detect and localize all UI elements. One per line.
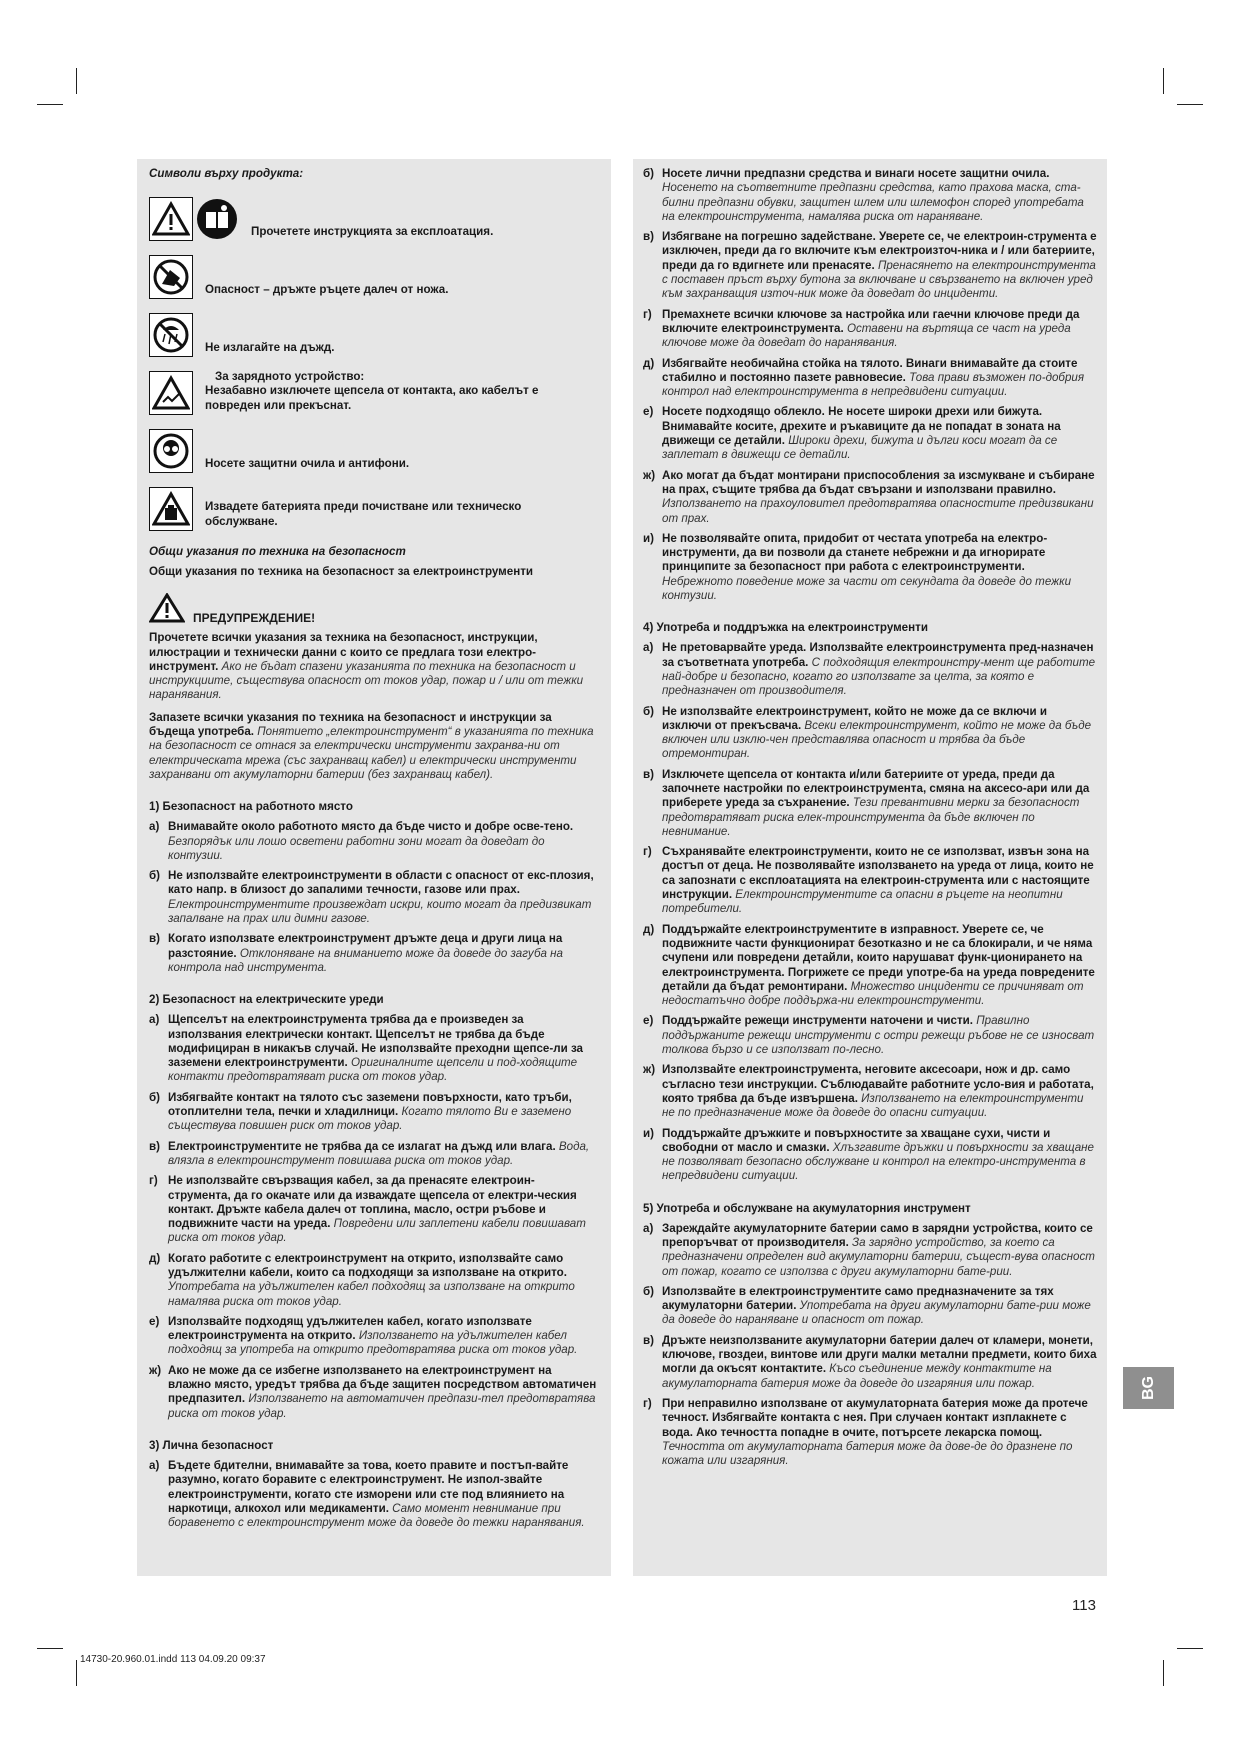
- item-italic: Хлъзгавите дръжки и повърхности за хващане не позволяват безопасно обслужване и контрол на електро-инструмента в непредвидени ситуации.: [662, 1140, 1094, 1183]
- para-italic: Ако не бъдат спазени указанията по техника на безопасност и инструкциите, съществува опасност от токов удар, пожар и / или от тежки наранявания.: [149, 659, 584, 702]
- item-label: г): [643, 1396, 652, 1410]
- charger-warning-icon: [149, 371, 193, 415]
- symbol-row-remove-battery: [149, 477, 597, 531]
- item-label: а): [149, 1458, 160, 1472]
- list-item: [643, 923, 1097, 1009]
- item-italic: Пренасянето на електроинструмента с поставен пръст върху бутона за включване и свързването на включен уред към захранващия източ-ник може да доведат до инциденти.: [662, 258, 1096, 301]
- crop-mark: [1163, 68, 1164, 94]
- item-bold: Изключете щепсела от контакта и/или батериите от уреда, преди да започнете настройки по електроинструмента, смяна на аксесо-ари или да приберете уреда за съхранение.: [662, 767, 1090, 810]
- item-italic: Течността от акумулаторната батерия може да дове-де до дразнене по кожата или изгаряния.: [662, 1439, 1073, 1468]
- item-label: е): [149, 1314, 160, 1328]
- item-bold: Когато работите с електроинструмент на открито, използвайте само удължителни кабели, които са подходящи за използване на открито.: [168, 1251, 567, 1279]
- item-label: а): [149, 820, 160, 834]
- item-italic: Използването на електроинструменти не по предназначение може да доведе до опасни ситуации.: [662, 1091, 1084, 1120]
- item-label: в): [643, 767, 654, 781]
- item-bold: Не използвайте електроинструменти в области с опасност от екс-плозия, като напр. в близост до запалими течности, газове или прах.: [168, 869, 594, 897]
- general-title: Общи указания по техника на безопасност за електроинструменти: [149, 565, 534, 578]
- item-label: в): [643, 1333, 654, 1347]
- item-label: ж): [149, 1363, 162, 1377]
- page-number: 113: [1072, 1597, 1096, 1614]
- item-bold: Електроинструментите не трябва да се излагат на дъжд или влага.: [168, 1139, 556, 1153]
- item-italic: Носенето на съответните предпазни средства, като прахова маска, ста-билни предпазни обувки, защитен шлем или шлемофон според употребата на електроинструмента, намалява риска от нараняване.: [662, 181, 1084, 223]
- item-italic: Употребата на удължителен кабел подходящ за използване на открито намалява риска от токов удар.: [168, 1280, 575, 1308]
- item-bold: Не претоварвайте уреда. Използвайте електроинструмента пред-назначен за съответната употреба.: [662, 641, 1094, 669]
- item-bold: Щепселът на електроинструмента трябва да е произведен за използвания електрически контакт. Щепселът не трябва да бъде модифициран в никакъв случай. Не използвайте преходни щепсе-ли за заземени електроинструменти.: [168, 1013, 583, 1070]
- para-italic: Понятието „електроинструмент“ в указанията по техника на безопасност се отнася за електрически инструменти захранва-ни от електрическата мрежа (със захранващ кабел) и електрически инструменти захранвани от акумулаторни батерии (без захранващ кабел).: [149, 725, 594, 781]
- right-column: [633, 159, 1107, 1576]
- list-item: [643, 1014, 1097, 1057]
- item-italic: С подходящия електроинстру-мент ще работите най-добре и безопасно, когато го използвате за целта, за която е предназначен от производителя.: [662, 655, 1096, 698]
- item-italic: Отклоняване на вниманието може да доведе до загуба на контрола над инструмента.: [168, 946, 563, 974]
- charger-text: Незабавно изключете щепсела от контакта, ако кабелът е повреден или прекъснат.: [205, 384, 539, 412]
- list-item: [643, 532, 1097, 603]
- item-italic: Повредени или заплетени кабели повишават риска от токов удар.: [168, 1217, 586, 1245]
- list-item: [149, 1140, 597, 1169]
- item-label: б): [643, 704, 655, 718]
- warning-triangle-icon: [149, 593, 185, 627]
- warning-label: ПРЕДУПРЕЖДЕНИЕ!: [193, 611, 316, 625]
- item-bold: Съхранявайте електроинструменти, които не се използват, извън зона на достъп от деца. Не позволявайте използването на уреда от лица, които не са запознати с експлоатацията на електроин-струмента или с настоящите инструкции.: [662, 845, 1094, 902]
- item-bold: Зареждайте акумулаторните батерии само в зарядни устройства, които се препоръчват от производителя.: [662, 1221, 1093, 1249]
- crop-mark: [76, 68, 77, 94]
- item-label: д): [643, 922, 655, 936]
- symbol-row-hand-blade: [149, 245, 597, 299]
- warning-triangle-icon: [149, 197, 193, 241]
- warning-block: [149, 593, 597, 627]
- para-bold: Прочетете всички указания за техника на безопасност, инструкции, илюстрации и технически данни с които се предлага този електро-инструмент.: [149, 631, 538, 673]
- list-item: [643, 705, 1097, 762]
- item-bold: Поддържайте дръжките и повърхностите за хващане сухи, чисти и свободни от масло и смазки.: [662, 1126, 1051, 1154]
- item-italic: Използването на автоматичен предпази-тел предотвратява риска от токов удар.: [168, 1392, 596, 1420]
- item-bold: Поддържайте електроинструментите в изправност. Уверете се, че подвижните части функционират безотказно и не са блокирали, и че няма счупени или повредени детайли, които нарушават функ-ционирането на електроинструмента. Погрижете се преди употре-ба на уреда повредените детайли да бъдат ремонтирани.: [662, 922, 1095, 993]
- read-manual-icon: [195, 197, 239, 241]
- list-item: [643, 845, 1097, 916]
- item-italic: Използването на удължителен кабел подходящ за употреба на открито предотвратява риска от токов удар.: [168, 1329, 578, 1357]
- item-italic: Това прави възможен по-добрия контрол над електроинструмента в непредвидени ситуации.: [662, 370, 1085, 399]
- crop-mark: [1177, 1648, 1203, 1649]
- item-label: е): [643, 405, 654, 419]
- left-column: [137, 159, 611, 1576]
- item-label: е): [643, 1014, 654, 1028]
- item-italic: Късо съединение между контактите на акумулаторната батерия може да доведе до изгаряния или пожар.: [662, 1362, 1052, 1390]
- item-label: б): [149, 1090, 161, 1104]
- item-italic: Оставени на въртяща се част на уреда ключове може да доведат до наранявания.: [662, 321, 1071, 350]
- item-bold: Когато използвате електроинструмент дръжте деца и други лица на разстояние.: [168, 932, 563, 960]
- item-italic: Небрежното поведение може за части от секундата да доведе до тежки контузии.: [662, 574, 1072, 603]
- item-bold: Избягвайте контакт на тялото със заземени повърхности, като тръби, отоплителни тела, печки и хладилници.: [168, 1090, 572, 1119]
- charger-title: За зарядното устройство:: [215, 370, 365, 384]
- item-italic: За зарядно устройство, за което са предназначени определен вид акумулаторни батерии, същест-вува опасност от пожар, когато се използва с други акумулаторни бате-рии.: [662, 1236, 1095, 1278]
- item-italic: Множество инциденти се причиняват от недостатъчно добре поддържа-ни електроинструменти.: [662, 979, 1084, 1008]
- list-item: [643, 1397, 1097, 1468]
- list-item: [643, 230, 1097, 301]
- item-label: а): [643, 641, 654, 655]
- section-title: 2) Безопасност на електрическите уреди: [149, 993, 384, 1007]
- item-label: в): [149, 1139, 160, 1153]
- symbol-text: Опасност – дръжте ръцете далеч от ножа.: [205, 282, 449, 296]
- item-label: г): [643, 307, 652, 321]
- remove-battery-icon: [149, 487, 193, 531]
- item-bold: Бъдете бдителни, внимавайте за това, което правите и постъп-вайте разумно, когато боравите с електроинструмент. Не изпол-звайте електроинструменти, когато сте изморени или сте под влиянието на наркотици, алкохол или медикаменти.: [168, 1458, 569, 1515]
- item-bold: Ако не може да се избегне използването на електроинструмент на влажно място, уредът трябва да бъде защитен посредством автоматичен предпазител.: [168, 1363, 597, 1406]
- item-bold: Премахнете всички ключове за настройка или гаечни ключове преди да включите електроинструмента.: [662, 307, 1080, 335]
- item-bold: Не използвайте свързващия кабел, за да пренасяте електроин-струмента, да го окачате или да изваждате щепсела от електри-ческия контакт. Дръжте кабела далеч от топлина, масло, остри ръбове и подвижните части на уреда.: [168, 1174, 577, 1231]
- item-label: б): [643, 1284, 655, 1298]
- symbols-title: Символи върху продукта:: [149, 167, 304, 180]
- list-item: [149, 869, 597, 926]
- section-title: 1) Безопасност на работното място: [149, 800, 353, 814]
- item-label: в): [149, 932, 160, 946]
- list-item: [643, 768, 1097, 839]
- crop-mark: [37, 1648, 63, 1649]
- item-italic: Безпорядък или лошо осветени работни зони могат да доведат до контузии.: [168, 834, 545, 862]
- item-bold: Избягвайте необичайна стойка на тялото. Винаги внимавайте да стоите стабилно и постоянно пазете равновесие.: [662, 356, 1078, 384]
- list-item: [149, 1315, 597, 1358]
- list-item: [643, 405, 1097, 462]
- item-italic: Тези превантивни мерки за безопасност предотвратяват риска елек-троинструмента да бъде включен по невнимание.: [662, 796, 1080, 838]
- item-italic: Оригиналните щепсели и под-ходящите контакти предотвратяват риска от токов удар.: [168, 1056, 578, 1084]
- symbol-text: Носете защитни очила и антифони.: [205, 456, 410, 470]
- item-italic: Употребата на други акумулаторни бате-рии може да доведе до нараняване и опасност от пожар.: [662, 1299, 1091, 1327]
- item-italic: Електроинструментите са опасни в ръцете на неопитни потребители.: [662, 888, 1063, 916]
- para-bold: Запазете всички указания по техника на безопасност и инструкции за бъдеща употреба.: [149, 710, 552, 739]
- crop-mark: [76, 1660, 77, 1686]
- item-label: в): [643, 230, 654, 244]
- general-title-italic: Общи указания по техника на безопасност: [149, 545, 406, 558]
- list-item: [149, 932, 597, 975]
- list-item: [149, 1174, 597, 1245]
- list-item: [643, 1063, 1097, 1120]
- list-item: [643, 1127, 1097, 1184]
- list-item: [643, 357, 1097, 400]
- item-label: г): [643, 845, 652, 859]
- item-label: а): [643, 1221, 654, 1235]
- item-label: ж): [643, 468, 656, 482]
- goggles-earmuffs-icon: [149, 429, 193, 473]
- crop-mark: [37, 104, 63, 105]
- item-bold: Използвайте подходящ удължителен кабел, когато използвате електроинструмента на открито.: [168, 1314, 532, 1343]
- item-label: б): [643, 167, 655, 180]
- item-italic: Електроинструментите произвеждат искри, които могат да предизвикат запалване на прах или димни газове.: [168, 897, 592, 926]
- item-bold: Избягване на погрешно задействане. Уверете се, че електроин-струмента е изключен, преди да го включите към електроизточ-ника и / или батериите, преди да го вдигнете или пренасяте.: [662, 230, 1097, 272]
- item-bold: Поддържайте режещи инструменти наточени и чисти.: [662, 1014, 974, 1028]
- list-item: [643, 308, 1097, 351]
- list-item: [149, 1091, 597, 1134]
- item-bold: Внимавайте около работното място да бъде чисто и добре осве-тено.: [168, 820, 574, 834]
- list-item: [149, 1013, 597, 1084]
- item-bold: Ако могат да бъдат монтирани приспособления за изсмукване и събиране на прах, същите трябва да бъдат свързани и използвани правилно.: [662, 468, 1095, 496]
- list-item: [149, 820, 597, 863]
- item-label: ж): [643, 1063, 656, 1077]
- symbol-text: [205, 370, 597, 415]
- item-label: и): [643, 1126, 654, 1140]
- item-bold: При неправилно използване от акумулаторната батерия може да протече течност. Избягвайте контакта с нея. При случаен контакт изплакнете с вода. Ако течността попадне в очите, потърсете лекарска помощ.: [662, 1396, 1088, 1439]
- symbol-row-read-manual: [149, 187, 597, 241]
- symbol-row-goggles: [149, 419, 597, 473]
- list-item: [643, 469, 1097, 526]
- item-italic: Всеки електроинструмент, който не може да бъде включен или изклю-чен представлява опасност и трябва да бъде отремонтиран.: [662, 718, 1092, 761]
- item-italic: Правилно поддържаните режещи инструменти с остри режещи ръбове не се износват толкова бързо и се използват по-лесно.: [662, 1014, 1095, 1057]
- item-italic: Използването на прахоуловител предотвратява опасностите предизвикани от прах.: [662, 497, 1094, 525]
- list-item: [643, 1285, 1097, 1328]
- hand-blade-danger-icon: [149, 255, 193, 299]
- symbol-text: Извадете батерията преди почистване или техническо обслужване.: [205, 500, 522, 528]
- crop-mark: [1177, 104, 1203, 105]
- print-footer: 14730-20.960.01.indd 113 04.09.20 09:37: [80, 1654, 266, 1665]
- general-paragraph-1: [149, 631, 597, 702]
- list-item: [643, 167, 1097, 224]
- crop-mark: [1163, 1660, 1164, 1686]
- symbol-row-no-rain: [149, 303, 597, 357]
- list-item: [643, 1334, 1097, 1391]
- item-bold: Дръжте неизползваните акумулаторни батерии далеч от кламери, монети, ключове, гвоздеи, винтове или други малки метални предмети, които биха могли да окъсят контактите.: [662, 1333, 1097, 1376]
- section-title: 4) Употреба и поддръжка на електроинструменти: [643, 621, 928, 635]
- item-bold: Използвайте в електроинструментите само предназначените за тях акумулаторни батерии.: [662, 1284, 1054, 1313]
- item-label: б): [149, 869, 161, 883]
- symbol-text: Не излагайте на дъжд.: [205, 340, 335, 354]
- general-paragraph-2: [149, 711, 597, 782]
- section-title: 5) Употреба и обслужване на акумулаторния инструмент: [643, 1201, 971, 1215]
- item-label: д): [149, 1251, 161, 1265]
- item-bold: Не използвайте електроинструмент, който не може да се включи и изключи от прекъсвача.: [662, 704, 1047, 732]
- item-italic: Широки дрехи, бижута и дълги коси могат да се заплетат в движещи се детайли.: [662, 434, 1058, 462]
- item-italic: Вода, влязла в електроинструмент повишава риска от токов удар.: [168, 1139, 590, 1167]
- item-label: и): [643, 531, 654, 545]
- item-label: а): [149, 1013, 160, 1027]
- list-item: [149, 1459, 597, 1530]
- section-title: 3) Лична безопасност: [149, 1438, 274, 1452]
- item-bold: Носете лични предпазни средства и винаги носете защитни очила.: [662, 167, 1050, 180]
- language-tab: [1123, 1367, 1174, 1409]
- item-bold: Носете подходящо облекло. Не носете широки дрехи или бижута. Внимавайте косите, дрехите и ръкавиците да не попадат в зоната на движещи се детайли.: [662, 405, 1061, 448]
- item-label: д): [643, 356, 655, 370]
- list-item: [149, 1364, 597, 1421]
- item-italic: Само момент невнимание при боравенето с електроинструмент може да доведе до тежки наранявания.: [168, 1501, 585, 1530]
- item-bold: Използвайте електроинструмента, неговите аксесоари, нож и др. само съгласно тези инструкции. Съблюдавайте работните усло-вия и работата, която трябва да бъде извършена.: [662, 1063, 1094, 1105]
- language-tab-label: BG: [1139, 1376, 1157, 1400]
- no-rain-icon: [149, 313, 193, 357]
- item-bold: Не позволявайте опита, придобит от честата употреба на електро-инструменти, да ви позволи да станете небрежни и да игнорирате принципите за безопасност при работа с електроинструменти.: [662, 531, 1048, 574]
- list-item: [149, 1252, 597, 1309]
- list-item: [643, 1222, 1097, 1279]
- item-label: г): [149, 1174, 158, 1188]
- list-item: [643, 641, 1097, 698]
- symbol-text: Прочетете инструкцията за експлоатация.: [251, 224, 494, 238]
- item-italic: Когато тялото Ви е заземено съществува повишен риск от токов удар.: [168, 1105, 572, 1133]
- symbol-row-charger: [149, 361, 597, 415]
